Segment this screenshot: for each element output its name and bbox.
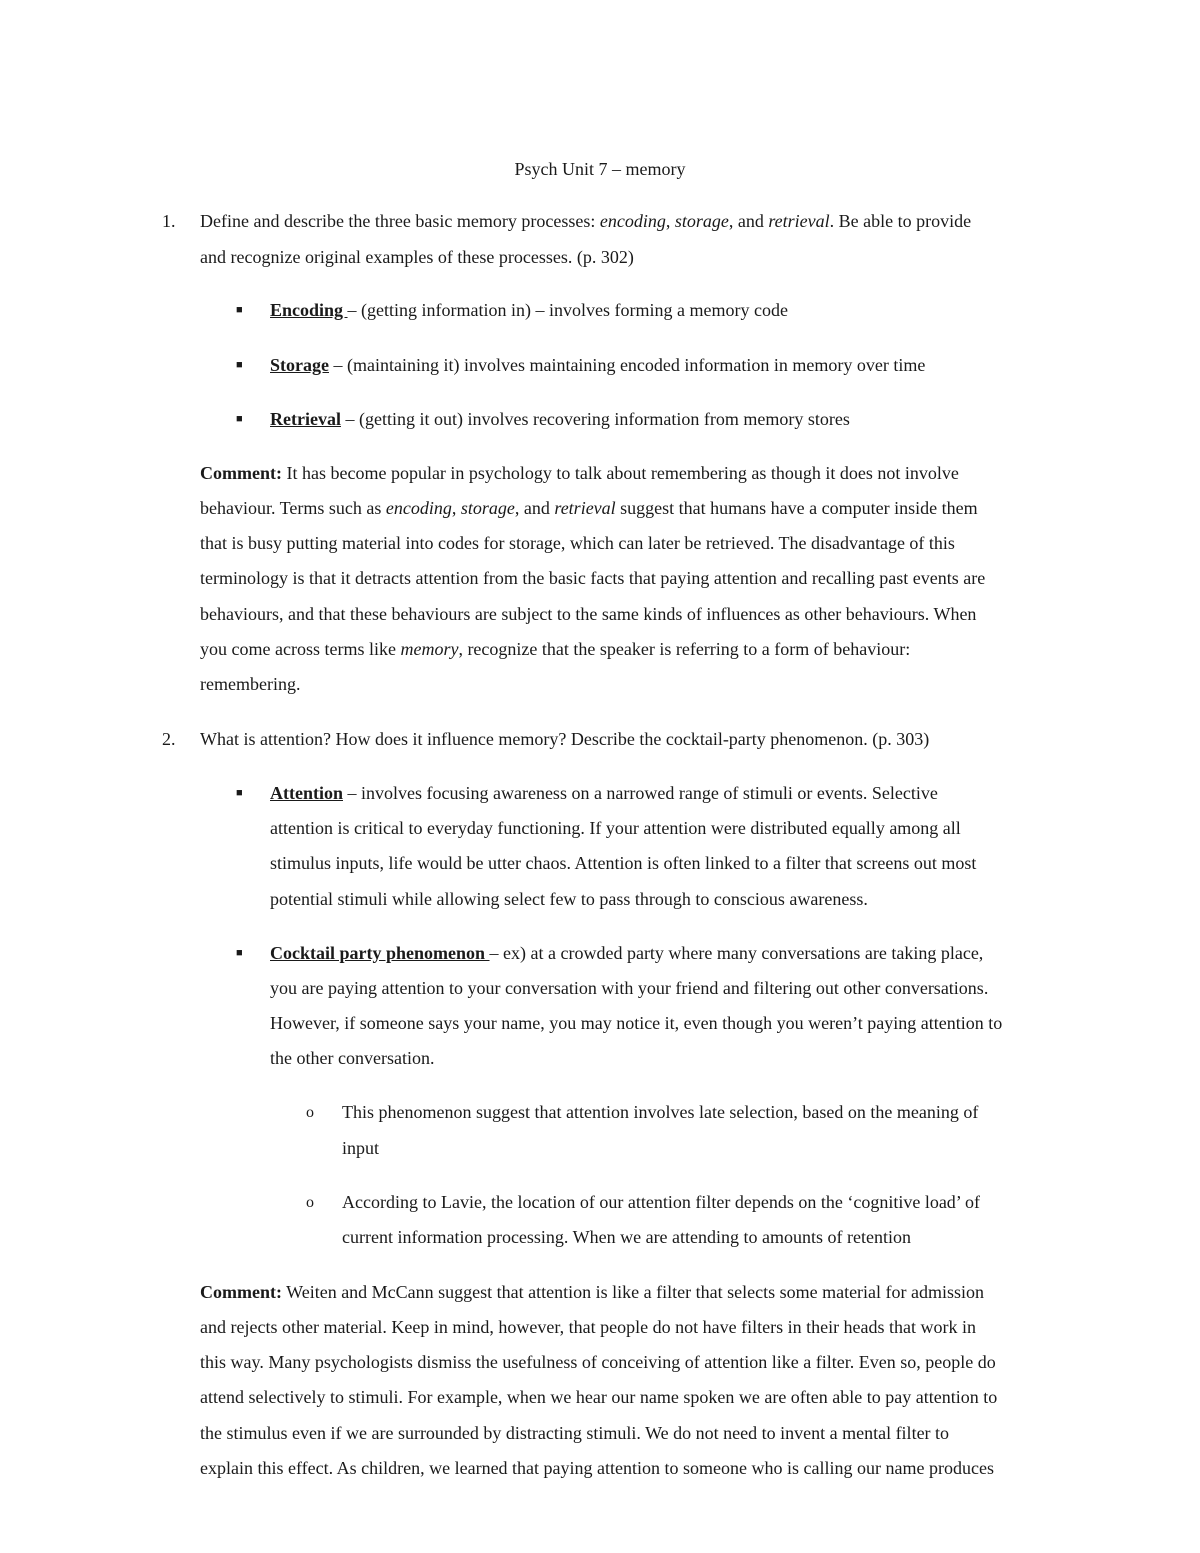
comment-line: and rejects other material. Keep in mind, however, that people do not have filters in their heads that work in bbox=[200, 1317, 977, 1337]
square-bullet-icon: ■ bbox=[236, 787, 243, 799]
question-number: 1. bbox=[162, 211, 176, 231]
bullet-line: Cocktail party phenomenon – ex) at a crowded party where many conversations are taking place, bbox=[270, 943, 984, 963]
bullet-line: However, if someone says your name, you may notice it, even though you weren’t paying attention to bbox=[270, 1013, 1003, 1033]
comment-line: explain this effect. As children, we learned that paying attention to someone who is calling our name produces bbox=[200, 1458, 994, 1478]
comment-line: that is busy putting material into codes for storage, which can later be retrieved. The disadvantage of this bbox=[200, 533, 955, 553]
bullet-encoding: Encoding – (getting information in) – involves forming a memory code bbox=[270, 300, 788, 320]
bullet-line: the other conversation. bbox=[270, 1048, 435, 1068]
comment-line: Comment: It has become popular in psychology to talk about remembering as though it does not involve bbox=[200, 463, 959, 483]
question-number: 2. bbox=[162, 729, 176, 749]
circle-bullet-icon: o bbox=[306, 1104, 314, 1121]
page-title: Psych Unit 7 – memory bbox=[514, 159, 686, 179]
bullet-line: attention is critical to everyday functioning. If your attention were distributed equally among all bbox=[270, 818, 961, 838]
sub-bullet-line: input bbox=[342, 1138, 380, 1158]
question-1-line-2: and recognize original examples of these processes. (p. 302) bbox=[200, 247, 634, 267]
sub-bullet-line: This phenomenon suggest that attention involves late selection, based on the meaning of bbox=[342, 1102, 979, 1122]
comment-line: attend selectively to stimuli. For example, when we hear our name spoken we are often able to pay attention to bbox=[200, 1387, 998, 1407]
comment-line: remembering. bbox=[200, 674, 301, 694]
circle-bullet-icon: o bbox=[306, 1194, 314, 1211]
comment-line: this way. Many psychologists dismiss the usefulness of conceiving of attention like a filter. Even so, people do bbox=[200, 1352, 996, 1372]
comment-line: behaviours, and that these behaviours are subject to the same kinds of influences as other behaviours. When bbox=[200, 604, 977, 624]
comment-line: the stimulus even if we are surrounded by distracting stimuli. We do not need to invent a mental filter to bbox=[200, 1423, 950, 1443]
sub-bullet-line: current information processing. When we are attending to amounts of retention bbox=[342, 1227, 911, 1247]
sub-bullet-line: According to Lavie, the location of our attention filter depends on the ‘cognitive load’ of bbox=[342, 1192, 980, 1212]
bullet-line: you are paying attention to your conversation with your friend and filtering out other conversations. bbox=[270, 978, 989, 998]
comment-line: terminology is that it detracts attention from the basic facts that paying attention and recalling past events are bbox=[200, 568, 986, 588]
bullet-storage: Storage – (maintaining it) involves maintaining encoded information in memory over time bbox=[270, 355, 926, 375]
bullet-line: potential stimuli while allowing select few to pass through to conscious awareness. bbox=[270, 889, 868, 909]
square-bullet-icon: ■ bbox=[236, 304, 243, 316]
question-1-line-1: Define and describe the three basic memory processes: encoding, storage, and retrieval. Be able to provide bbox=[200, 211, 972, 231]
square-bullet-icon: ■ bbox=[236, 413, 243, 425]
bullet-line: stimulus inputs, life would be utter chaos. Attention is often linked to a filter that screens out most bbox=[270, 853, 977, 873]
comment-line: you come across terms like memory, recognize that the speaker is referring to a form of behaviour: bbox=[200, 639, 911, 659]
question-2-text: What is attention? How does it influence memory? Describe the cocktail-party phenomenon. (p. 303) bbox=[200, 729, 930, 749]
square-bullet-icon: ■ bbox=[236, 359, 243, 371]
bullet-retrieval: Retrieval – (getting it out) involves recovering information from memory stores bbox=[270, 409, 850, 429]
comment-line: Comment: Weiten and McCann suggest that attention is like a filter that selects some material for admission bbox=[200, 1282, 985, 1302]
square-bullet-icon: ■ bbox=[236, 947, 243, 959]
bullet-line: Attention – involves focusing awareness on a narrowed range of stimuli or events. Selective bbox=[270, 783, 938, 803]
comment-line: behaviour. Terms such as encoding, storage, and retrieval suggest that humans have a computer inside them bbox=[200, 498, 978, 518]
